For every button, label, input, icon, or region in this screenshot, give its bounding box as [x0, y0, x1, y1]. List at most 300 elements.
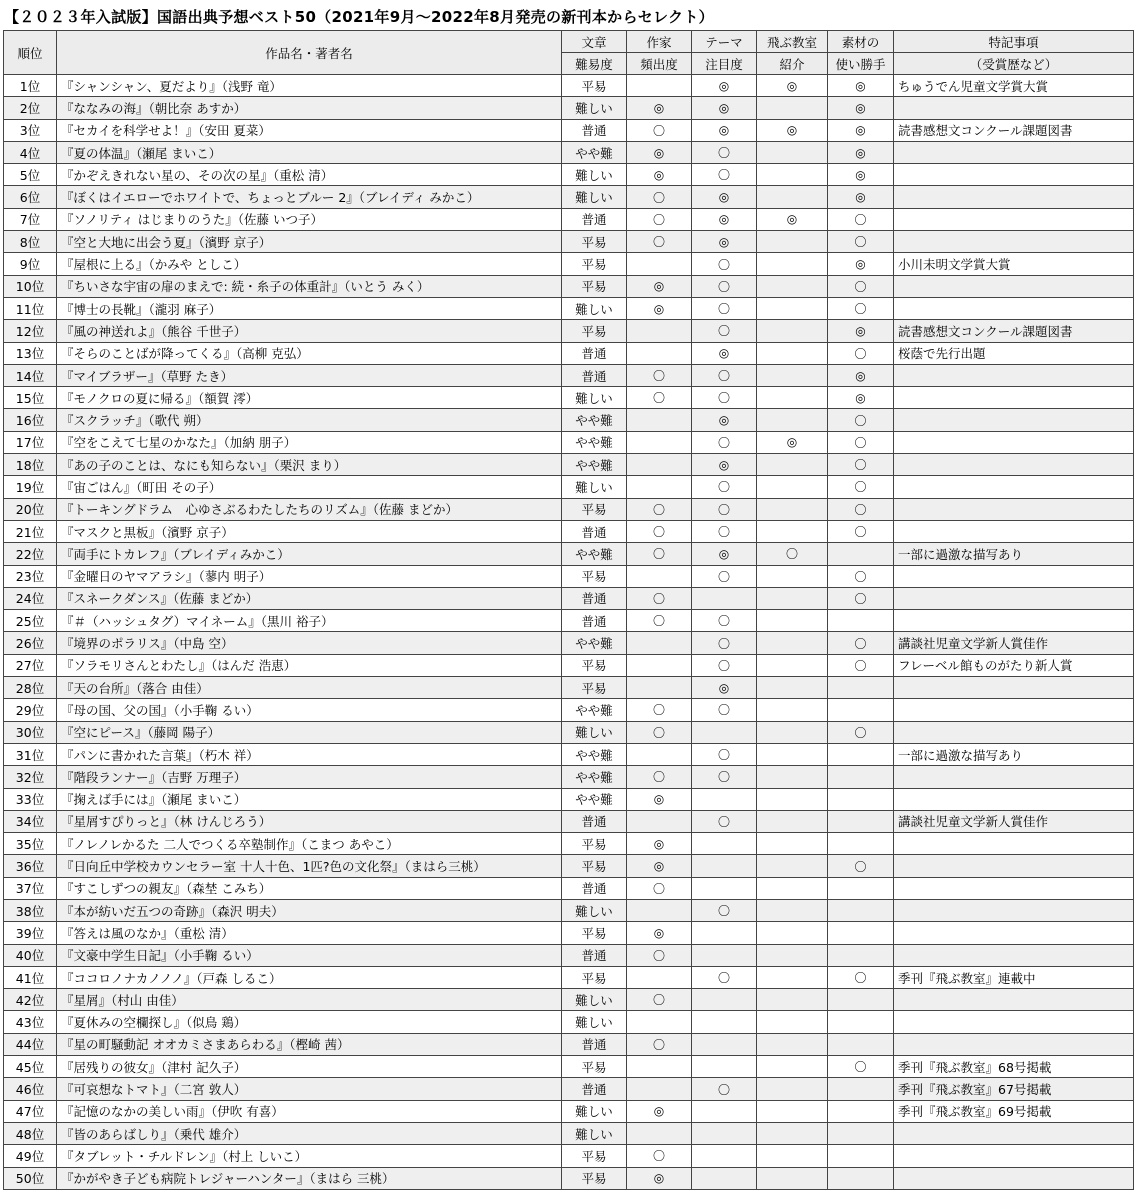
cell-author-freq: ◎ [627, 97, 692, 119]
cell-usability [828, 743, 894, 765]
cell-notes [894, 275, 1134, 297]
cell-theme: 〇 [692, 899, 757, 921]
table-row [4, 297, 1134, 319]
cell-usability [828, 699, 894, 721]
cell-notes: ちゅうでん児童文学賞大賞 [894, 75, 1134, 97]
cell-work: 『そらのことばが降ってくる』（高柳 克弘） [57, 342, 562, 364]
table-row [4, 119, 1134, 141]
cell-tobu [757, 297, 828, 319]
cell-tobu [757, 186, 828, 208]
cell-usability: 〇 [828, 632, 894, 654]
header-work: 作品名・著者名 [57, 31, 562, 75]
cell-tobu: ◎ [757, 431, 828, 453]
cell-usability: 〇 [828, 565, 894, 587]
cell-work: 『居残りの彼女』（津村 記久子） [57, 1056, 562, 1078]
cell-notes: フレーベル館ものがたり新人賞 [894, 654, 1134, 676]
cell-notes [894, 231, 1134, 253]
cell-usability [828, 610, 894, 632]
cell-rank: 18位 [4, 454, 57, 476]
cell-difficulty: 平易 [562, 253, 627, 275]
cell-rank: 30位 [4, 721, 57, 743]
table-row [4, 231, 1134, 253]
table-row [4, 766, 1134, 788]
cell-theme: 〇 [692, 610, 757, 632]
cell-theme: 〇 [692, 275, 757, 297]
cell-tobu [757, 944, 828, 966]
table-row [4, 743, 1134, 765]
cell-difficulty: 難しい [562, 1122, 627, 1144]
table-row [4, 1100, 1134, 1122]
cell-author-freq: 〇 [627, 721, 692, 743]
cell-usability: 〇 [828, 208, 894, 230]
cell-tobu [757, 677, 828, 699]
table-row [4, 476, 1134, 498]
cell-work: 『天の台所』（落合 由佳） [57, 677, 562, 699]
cell-rank: 14位 [4, 364, 57, 386]
cell-theme [692, 1056, 757, 1078]
cell-work: 『屋根に上る』（かみや としこ） [57, 253, 562, 275]
cell-rank: 28位 [4, 677, 57, 699]
cell-usability: 〇 [828, 587, 894, 609]
table-row [4, 699, 1134, 721]
cell-tobu [757, 164, 828, 186]
cell-theme: ◎ [692, 454, 757, 476]
cell-usability: 〇 [828, 476, 894, 498]
cell-author-freq [627, 743, 692, 765]
cell-work: 『ソラモリさんとわたし』（はんだ 浩恵） [57, 654, 562, 676]
table-row [4, 431, 1134, 453]
cell-theme [692, 1122, 757, 1144]
cell-work: 『マスクと黒板』（濱野 京子） [57, 520, 562, 542]
cell-usability: ◎ [828, 75, 894, 97]
cell-notes [894, 587, 1134, 609]
cell-notes [894, 498, 1134, 520]
cell-rank: 24位 [4, 587, 57, 609]
table-row [4, 275, 1134, 297]
cell-usability [828, 766, 894, 788]
cell-rank: 8位 [4, 231, 57, 253]
cell-tobu [757, 409, 828, 431]
cell-difficulty: 普通 [562, 877, 627, 899]
table-row [4, 97, 1134, 119]
header-usability-line2: 使い勝手 [828, 53, 894, 75]
cell-author-freq: ◎ [627, 1100, 692, 1122]
cell-rank: 35位 [4, 833, 57, 855]
cell-work: 『記憶のなかの美しい雨』（伊吹 有喜） [57, 1100, 562, 1122]
cell-tobu: ◎ [757, 75, 828, 97]
cell-notes [894, 721, 1134, 743]
cell-notes [894, 788, 1134, 810]
cell-notes [894, 1145, 1134, 1167]
cell-work: 『皆のあらばしり』（乗代 雄介） [57, 1122, 562, 1144]
cell-work: 『星の町騒動記 オオカミさまあらわる』（樫崎 茜） [57, 1033, 562, 1055]
cell-tobu [757, 743, 828, 765]
cell-rank: 3位 [4, 119, 57, 141]
cell-work: 『星屑』（村山 由佳） [57, 989, 562, 1011]
cell-rank: 25位 [4, 610, 57, 632]
cell-theme: ◎ [692, 186, 757, 208]
cell-usability [828, 788, 894, 810]
cell-work: 『ココロノナカノノノ』（戸森 しるこ） [57, 966, 562, 988]
table-row [4, 186, 1134, 208]
table-row [4, 75, 1134, 97]
cell-theme: 〇 [692, 1078, 757, 1100]
cell-tobu [757, 387, 828, 409]
table-row [4, 1033, 1134, 1055]
cell-theme [692, 1167, 757, 1189]
cell-usability: 〇 [828, 409, 894, 431]
cell-work: 『トーキングドラム 心ゆさぶるわたしたちのリズム』（佐藤 まどか） [57, 498, 562, 520]
table-row [4, 164, 1134, 186]
cell-notes [894, 186, 1134, 208]
header-notes-line1: 特記事項 [894, 31, 1134, 53]
cell-difficulty: 普通 [562, 1033, 627, 1055]
cell-rank: 49位 [4, 1145, 57, 1167]
cell-tobu [757, 1122, 828, 1144]
cell-tobu [757, 565, 828, 587]
cell-work: 『マイブラザー』（草野 たき） [57, 364, 562, 386]
cell-tobu: 〇 [757, 543, 828, 565]
cell-notes [894, 208, 1134, 230]
cell-usability [828, 922, 894, 944]
cell-work: 『本が紡いだ五つの奇跡』（森沢 明夫） [57, 899, 562, 921]
cell-work: 『スネークダンス』（佐藤 まどか） [57, 587, 562, 609]
cell-usability [828, 1011, 894, 1033]
cell-theme [692, 855, 757, 877]
cell-difficulty: 平易 [562, 654, 627, 676]
cell-tobu [757, 1011, 828, 1033]
cell-work: 『ちいさな宇宙の扉のまえで: 続・糸子の体重計』（いとう みく） [57, 275, 562, 297]
cell-difficulty: やや難 [562, 743, 627, 765]
cell-notes [894, 1011, 1134, 1033]
cell-difficulty: 平易 [562, 833, 627, 855]
cell-usability: 〇 [828, 966, 894, 988]
cell-author-freq: 〇 [627, 989, 692, 1011]
cell-theme: ◎ [692, 208, 757, 230]
cell-rank: 36位 [4, 855, 57, 877]
cell-author-freq [627, 253, 692, 275]
cell-difficulty: 難しい [562, 297, 627, 319]
table-row [4, 899, 1134, 921]
cell-difficulty: やや難 [562, 454, 627, 476]
cell-theme: ◎ [692, 677, 757, 699]
cell-author-freq [627, 1011, 692, 1033]
cell-difficulty: やや難 [562, 788, 627, 810]
cell-usability: ◎ [828, 387, 894, 409]
cell-rank: 44位 [4, 1033, 57, 1055]
cell-notes [894, 766, 1134, 788]
cell-difficulty: やや難 [562, 543, 627, 565]
cell-usability [828, 944, 894, 966]
table-row [4, 677, 1134, 699]
cell-tobu [757, 231, 828, 253]
cell-rank: 45位 [4, 1056, 57, 1078]
cell-notes: 一部に過激な描写あり [894, 743, 1134, 765]
cell-rank: 39位 [4, 922, 57, 944]
header-tobu-line2: 紹介 [757, 53, 828, 75]
cell-tobu [757, 922, 828, 944]
cell-theme: 〇 [692, 766, 757, 788]
table-row [4, 364, 1134, 386]
table-header [4, 31, 1134, 75]
cell-author-freq: ◎ [627, 297, 692, 319]
cell-theme [692, 587, 757, 609]
cell-tobu [757, 810, 828, 832]
cell-author-freq [627, 1056, 692, 1078]
table-row [4, 833, 1134, 855]
cell-notes [894, 164, 1134, 186]
cell-difficulty: 難しい [562, 989, 627, 1011]
cell-usability: 〇 [828, 498, 894, 520]
cell-author-freq: 〇 [627, 610, 692, 632]
cell-author-freq: 〇 [627, 587, 692, 609]
cell-work: 『星屑すぴりっと』（林 けんじろう） [57, 810, 562, 832]
cell-author-freq [627, 409, 692, 431]
cell-author-freq: ◎ [627, 922, 692, 944]
cell-tobu [757, 476, 828, 498]
cell-notes: 読書感想文コンクール課題図書 [894, 320, 1134, 342]
cell-tobu [757, 253, 828, 275]
cell-rank: 15位 [4, 387, 57, 409]
cell-tobu [757, 966, 828, 988]
cell-theme: ◎ [692, 75, 757, 97]
cell-rank: 21位 [4, 520, 57, 542]
cell-author-freq: 〇 [627, 364, 692, 386]
cell-rank: 2位 [4, 97, 57, 119]
table-row [4, 1145, 1134, 1167]
table-body [4, 75, 1134, 1190]
header-rank: 順位 [4, 31, 57, 75]
cell-usability: ◎ [828, 186, 894, 208]
header-difficulty-line1: 文章 [562, 31, 627, 53]
cell-notes [894, 387, 1134, 409]
cell-usability: 〇 [828, 275, 894, 297]
cell-work: 『空と大地に出会う夏』（濱野 京子） [57, 231, 562, 253]
cell-work: 『空にピース』（藤岡 陽子） [57, 721, 562, 743]
cell-tobu [757, 97, 828, 119]
header-usability-line1: 素材の [828, 31, 894, 53]
cell-rank: 33位 [4, 788, 57, 810]
cell-author-freq [627, 320, 692, 342]
cell-author-freq: 〇 [627, 1145, 692, 1167]
cell-author-freq [627, 899, 692, 921]
cell-author-freq: 〇 [627, 498, 692, 520]
cell-theme [692, 1033, 757, 1055]
cell-author-freq [627, 454, 692, 476]
cell-usability: ◎ [828, 320, 894, 342]
cell-author-freq [627, 75, 692, 97]
cell-usability: 〇 [828, 454, 894, 476]
cell-usability: 〇 [828, 231, 894, 253]
cell-difficulty: 難しい [562, 186, 627, 208]
cell-difficulty: やや難 [562, 632, 627, 654]
cell-work: 『あの子のことは、なにも知らない』（栗沢 まり） [57, 454, 562, 476]
table-row [4, 654, 1134, 676]
cell-theme: ◎ [692, 409, 757, 431]
cell-author-freq: 〇 [627, 1033, 692, 1055]
cell-work: 『かぞえきれない星の、その次の星』（重松 清） [57, 164, 562, 186]
cell-difficulty: 普通 [562, 1078, 627, 1100]
table-row [4, 543, 1134, 565]
table-row [4, 1056, 1134, 1078]
cell-usability [828, 899, 894, 921]
cell-rank: 34位 [4, 810, 57, 832]
cell-difficulty: 難しい [562, 476, 627, 498]
cell-author-freq: ◎ [627, 788, 692, 810]
cell-author-freq [627, 810, 692, 832]
cell-difficulty: 普通 [562, 364, 627, 386]
cell-theme [692, 1100, 757, 1122]
cell-tobu [757, 877, 828, 899]
table-row [4, 1122, 1134, 1144]
cell-rank: 1位 [4, 75, 57, 97]
table-row [4, 610, 1134, 632]
cell-theme: 〇 [692, 164, 757, 186]
cell-work: 『ぼくはイエローでホワイトで、ちょっとブルー 2』（ブレイディ みかこ） [57, 186, 562, 208]
cell-tobu: ◎ [757, 208, 828, 230]
cell-theme: 〇 [692, 253, 757, 275]
table-row [4, 387, 1134, 409]
cell-author-freq: 〇 [627, 699, 692, 721]
cell-tobu [757, 766, 828, 788]
cell-theme: 〇 [692, 520, 757, 542]
cell-notes [894, 454, 1134, 476]
cell-theme: ◎ [692, 231, 757, 253]
cell-tobu [757, 833, 828, 855]
cell-usability [828, 810, 894, 832]
table-row [4, 520, 1134, 542]
cell-usability [828, 1033, 894, 1055]
cell-usability [828, 543, 894, 565]
cell-difficulty: 平易 [562, 565, 627, 587]
cell-tobu [757, 721, 828, 743]
cell-notes: 季刊『飛ぶ教室』67号掲載 [894, 1078, 1134, 1100]
table-row [4, 208, 1134, 230]
cell-rank: 7位 [4, 208, 57, 230]
table-row [4, 587, 1134, 609]
cell-work: 『金曜日のヤマアラシ』（蓼内 明子） [57, 565, 562, 587]
cell-usability: 〇 [828, 721, 894, 743]
cell-rank: 40位 [4, 944, 57, 966]
cell-rank: 31位 [4, 743, 57, 765]
cell-difficulty: やや難 [562, 141, 627, 163]
cell-notes [894, 1033, 1134, 1055]
cell-notes [894, 877, 1134, 899]
cell-difficulty: 平易 [562, 275, 627, 297]
cell-usability [828, 833, 894, 855]
cell-rank: 38位 [4, 899, 57, 921]
cell-usability [828, 1122, 894, 1144]
table-row [4, 810, 1134, 832]
cell-notes [894, 565, 1134, 587]
cell-tobu [757, 454, 828, 476]
cell-rank: 5位 [4, 164, 57, 186]
cell-author-freq [627, 565, 692, 587]
cell-rank: 10位 [4, 275, 57, 297]
header-theme-line1: テーマ [692, 31, 757, 53]
cell-theme: 〇 [692, 632, 757, 654]
cell-tobu [757, 1145, 828, 1167]
cell-work: 『日向丘中学校カウンセラー室 十人十色、1匹?色の文化祭』（まはら三桃） [57, 855, 562, 877]
table-row [4, 1167, 1134, 1189]
cell-notes: 小川未明文学賞大賞 [894, 253, 1134, 275]
cell-author-freq [627, 1078, 692, 1100]
cell-usability: 〇 [828, 1056, 894, 1078]
cell-work: 『セカイを科学せよ！』（安田 夏菜） [57, 119, 562, 141]
cell-notes [894, 899, 1134, 921]
cell-work: 『ソノリティ はじまりのうた』（佐藤 いつ子） [57, 208, 562, 230]
cell-usability [828, 1145, 894, 1167]
cell-work: 『夏の体温』（瀬尾 まいこ） [57, 141, 562, 163]
cell-notes [894, 677, 1134, 699]
cell-usability [828, 1078, 894, 1100]
table-row [4, 320, 1134, 342]
cell-author-freq: ◎ [627, 855, 692, 877]
cell-author-freq: 〇 [627, 944, 692, 966]
cell-theme: 〇 [692, 476, 757, 498]
cell-author-freq: 〇 [627, 186, 692, 208]
cell-difficulty: 普通 [562, 342, 627, 364]
cell-author-freq: 〇 [627, 208, 692, 230]
header-difficulty-line2: 難易度 [562, 53, 627, 75]
cell-work: 『宙ごはん』（町田 その子） [57, 476, 562, 498]
cell-difficulty: 難しい [562, 1011, 627, 1033]
cell-work: 『スクラッチ』（歌代 朔） [57, 409, 562, 431]
cell-tobu [757, 587, 828, 609]
cell-rank: 41位 [4, 966, 57, 988]
cell-work: 『すこしずつの親友』（森埜 こみち） [57, 877, 562, 899]
cell-tobu [757, 520, 828, 542]
cell-usability: 〇 [828, 855, 894, 877]
cell-tobu [757, 610, 828, 632]
cell-notes [894, 520, 1134, 542]
cell-tobu [757, 1078, 828, 1100]
cell-notes [894, 610, 1134, 632]
cell-rank: 47位 [4, 1100, 57, 1122]
cell-difficulty: やや難 [562, 699, 627, 721]
cell-author-freq: 〇 [627, 231, 692, 253]
cell-author-freq: 〇 [627, 766, 692, 788]
table-row [4, 253, 1134, 275]
table-row [4, 565, 1134, 587]
cell-rank: 50位 [4, 1167, 57, 1189]
cell-rank: 43位 [4, 1011, 57, 1033]
cell-usability [828, 989, 894, 1011]
cell-rank: 20位 [4, 498, 57, 520]
cell-work: 『答えは風のなか』（重松 清） [57, 922, 562, 944]
cell-theme [692, 833, 757, 855]
cell-tobu [757, 654, 828, 676]
cell-rank: 37位 [4, 877, 57, 899]
cell-notes [894, 97, 1134, 119]
cell-rank: 11位 [4, 297, 57, 319]
cell-usability: 〇 [828, 431, 894, 453]
cell-rank: 26位 [4, 632, 57, 654]
cell-rank: 48位 [4, 1122, 57, 1144]
table-row [4, 877, 1134, 899]
cell-notes: 読書感想文コンクール課題図書 [894, 119, 1134, 141]
cell-difficulty: 難しい [562, 1100, 627, 1122]
cell-usability: ◎ [828, 164, 894, 186]
cell-notes: 桜蔭で先行出題 [894, 342, 1134, 364]
cell-rank: 12位 [4, 320, 57, 342]
cell-theme [692, 877, 757, 899]
cell-work: 『ななみの海』（朝比奈 あすか） [57, 97, 562, 119]
cell-tobu [757, 989, 828, 1011]
cell-rank: 6位 [4, 186, 57, 208]
cell-difficulty: 平易 [562, 966, 627, 988]
cell-notes [894, 833, 1134, 855]
